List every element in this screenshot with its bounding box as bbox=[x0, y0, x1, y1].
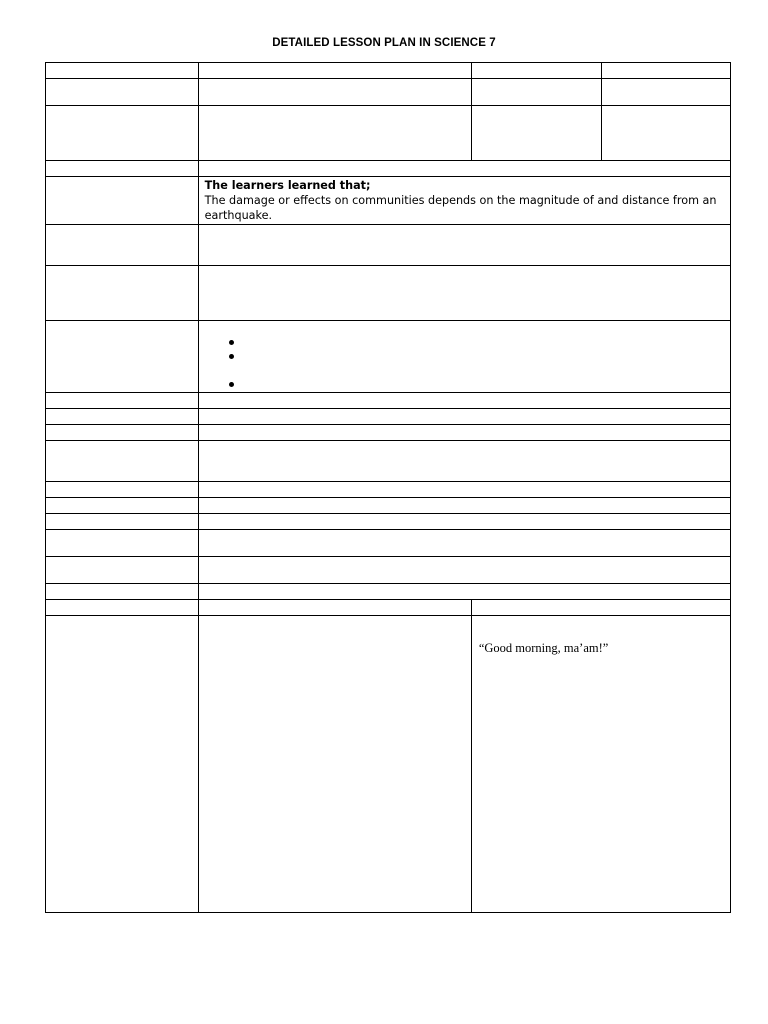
table-cell bbox=[471, 600, 730, 616]
table-cell bbox=[46, 321, 199, 393]
table-cell bbox=[46, 79, 199, 106]
content-heading: The learners learned that; bbox=[204, 179, 371, 192]
table-cell bbox=[198, 557, 730, 584]
table-cell bbox=[198, 441, 730, 482]
content-body: The damage or effects on communities depends on the magnitude of and distance from an earthquake. bbox=[204, 194, 717, 222]
table-cell bbox=[46, 393, 199, 409]
bullet-icon bbox=[229, 340, 234, 345]
table-cell bbox=[46, 498, 199, 514]
response-text: “Good morning, ma’am!” bbox=[478, 641, 609, 655]
table-cell bbox=[602, 106, 731, 161]
table-cell bbox=[602, 63, 731, 79]
table-cell bbox=[198, 600, 471, 616]
table-cell bbox=[198, 266, 730, 321]
table-cell bbox=[198, 514, 730, 530]
table-cell bbox=[198, 482, 730, 498]
table-row bbox=[46, 321, 731, 393]
table-row bbox=[46, 106, 731, 161]
content-cell bbox=[198, 177, 730, 225]
table-cell bbox=[198, 79, 471, 106]
table-cell bbox=[198, 225, 730, 266]
table-cell bbox=[46, 616, 199, 913]
table-cell bbox=[198, 584, 730, 600]
table-cell bbox=[198, 409, 730, 425]
table-cell bbox=[46, 106, 199, 161]
response-cell bbox=[471, 616, 730, 913]
table-cell bbox=[198, 498, 730, 514]
table-cell bbox=[198, 161, 730, 177]
table-row bbox=[46, 600, 731, 616]
table-row bbox=[46, 557, 731, 584]
table-cell bbox=[198, 616, 471, 913]
table-cell bbox=[471, 79, 602, 106]
table-row bbox=[46, 177, 731, 225]
table-cell bbox=[46, 225, 199, 266]
table-cell bbox=[46, 409, 199, 425]
document-title: DETAILED LESSON PLAN IN SCIENCE 7 bbox=[272, 37, 496, 49]
content-text bbox=[199, 177, 730, 224]
table-cell bbox=[198, 425, 730, 441]
table-cell bbox=[46, 161, 199, 177]
bullet-list bbox=[199, 321, 730, 392]
table-cell bbox=[46, 557, 199, 584]
table-cell bbox=[198, 530, 730, 557]
lesson-plan-table bbox=[45, 62, 731, 913]
table-cell bbox=[46, 530, 199, 557]
table-cell bbox=[198, 106, 471, 161]
table-row bbox=[46, 616, 731, 913]
table-row bbox=[46, 584, 731, 600]
table-row bbox=[46, 530, 731, 557]
table-row bbox=[46, 393, 731, 409]
table-cell bbox=[46, 514, 199, 530]
table-cell bbox=[46, 600, 199, 616]
table-row bbox=[46, 161, 731, 177]
table-cell bbox=[46, 441, 199, 482]
bullet-icon bbox=[229, 382, 234, 387]
bullet-icon bbox=[229, 354, 234, 359]
table-row bbox=[46, 225, 731, 266]
table-cell bbox=[46, 177, 199, 225]
table-row bbox=[46, 63, 731, 79]
table-cell bbox=[46, 266, 199, 321]
table-cell bbox=[46, 63, 199, 79]
table-row bbox=[46, 441, 731, 482]
table-row bbox=[46, 425, 731, 441]
table-row bbox=[46, 498, 731, 514]
table-row bbox=[46, 79, 731, 106]
table-row bbox=[46, 514, 731, 530]
table-cell bbox=[602, 79, 731, 106]
table-cell bbox=[46, 482, 199, 498]
table-row bbox=[46, 266, 731, 321]
bullet-cell bbox=[198, 321, 730, 393]
table-cell bbox=[46, 584, 199, 600]
table-row bbox=[46, 409, 731, 425]
table-cell bbox=[198, 393, 730, 409]
table-row bbox=[46, 482, 731, 498]
table-cell bbox=[46, 425, 199, 441]
table-cell bbox=[471, 63, 602, 79]
table-cell bbox=[471, 106, 602, 161]
table-cell bbox=[198, 63, 471, 79]
